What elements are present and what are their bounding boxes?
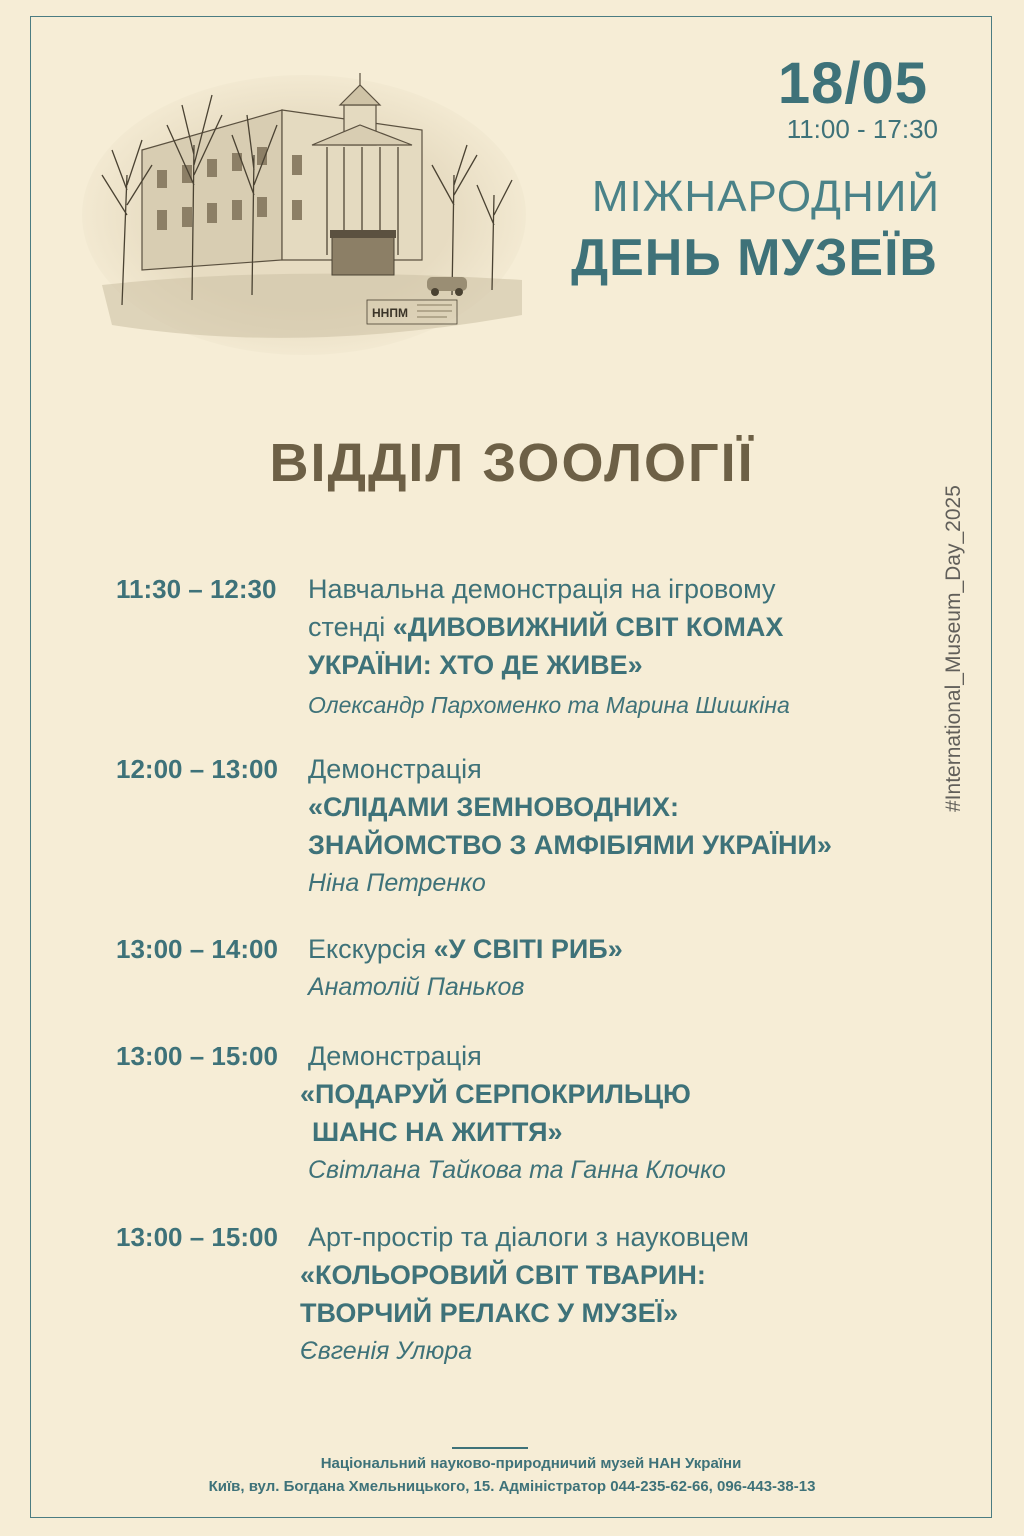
event-description: Демонстрація [308,1041,482,1071]
event-description-line2: стенді «ДИВОВИЖНИЙ СВІТ КОМАХ [308,612,784,642]
event-description: Арт-простір та діалоги з науковцем [308,1222,749,1252]
event-time: 13:00 – 14:00 [116,934,278,964]
event-author: Олександр Пархоменко та Марина Шишкіна [308,692,790,718]
event-time: 13:00 – 15:00 [116,1041,278,1071]
poster-title-line1: МІЖНАРОДНИЙ [591,172,940,221]
event-hours: 11:00 - 17:30 [786,114,938,144]
event-date: 18/05 [777,51,928,116]
svg-text:ННПМ: ННПМ [372,306,408,320]
section-title: ВІДДІЛ ЗООЛОГІЇ [269,433,755,493]
event-title-line1: «ПОДАРУЙ СЕРПОКРИЛЬЦЮ [300,1079,691,1109]
event-title-line2: ТВОРЧИЙ РЕЛАКС У МУЗЕЇ» [300,1298,679,1328]
event-author: Ніна Петренко [308,869,486,897]
event-title-line2: ЗНАЙОМСТВО З АМФІБІЯМИ УКРАЇНИ» [308,830,832,860]
event-title-line1: «СЛІДАМИ ЗЕМНОВОДНИХ: [308,792,679,822]
event-title-line2: ШАНС НА ЖИТТЯ» [312,1117,563,1147]
event-title: УКРАЇНИ: ХТО ДЕ ЖИВЕ» [308,650,643,680]
event-time: 11:30 – 12:30 [116,574,277,604]
hashtag-vertical: #International_Museum_Day_2025 [942,485,965,812]
event-title-inline: «У СВІТІ РИБ» [433,934,623,964]
footer-address-contacts: Київ, вул. Богдана Хмельницького, 15. Адміністратор 044-235-62-66, 096-443-38-13 [208,1478,816,1495]
event-description: Демонстрація [308,754,482,784]
event-author: Світлана Тайкова та Ганна Клочко [308,1156,726,1184]
footer-divider [452,1447,528,1449]
footer-museum-name: Національний науково-природничий музей НАН України [320,1455,742,1472]
poster-title-line2: ДЕНЬ МУЗЕЇВ [571,229,938,287]
event-title-inline: «ДИВОВИЖНИЙ СВІТ КОМАХ [392,612,784,642]
museum-building-illustration [82,55,527,355]
event-title-line1: «КОЛЬОРОВИЙ СВІТ ТВАРИН: [300,1260,706,1290]
event-description: Екскурсія «У СВІТІ РИБ» [308,934,623,964]
event-author: Анатолій Паньков [308,973,525,1001]
event-author: Євгенія Улюра [300,1337,473,1365]
event-time: 13:00 – 15:00 [116,1222,278,1252]
event-time: 12:00 – 13:00 [116,754,278,784]
event-description: Навчальна демонстрація на ігровому [308,574,776,604]
